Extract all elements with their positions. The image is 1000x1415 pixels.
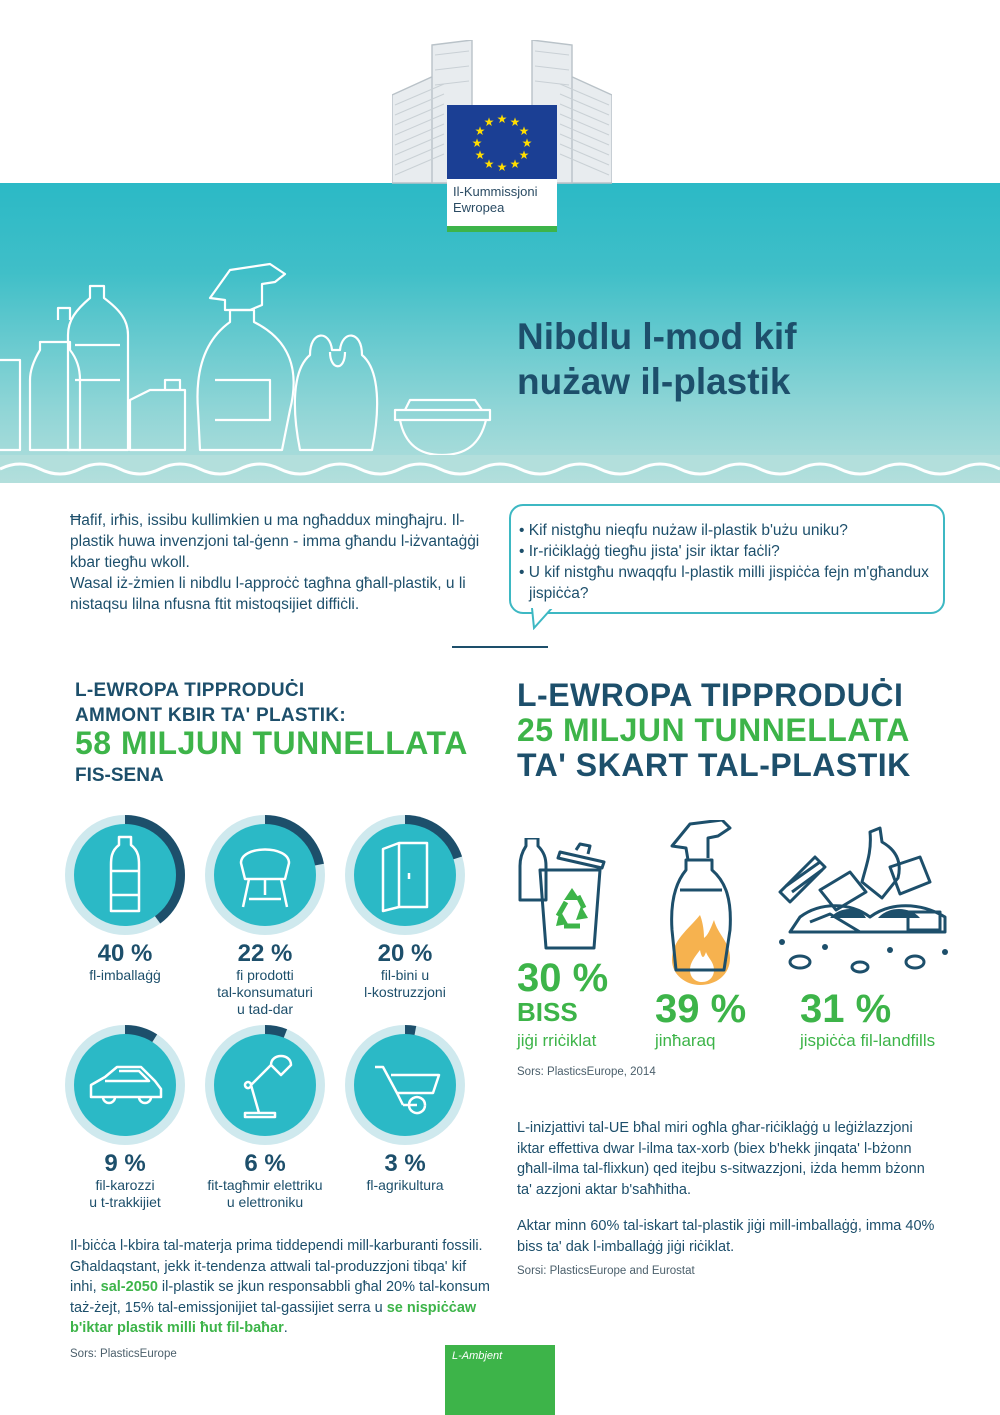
wave-divider	[0, 455, 1000, 485]
waste-burned-pct: 39 %	[655, 987, 747, 1031]
waste-landfill-pct: 31 %	[800, 987, 892, 1031]
svg-text:★: ★	[496, 112, 508, 126]
usage-percent: 6 %	[244, 1150, 286, 1177]
waste-source: Sors: PlasticsEurope, 2014	[517, 1066, 656, 1078]
svg-text:★: ★	[474, 148, 486, 162]
section-divider	[452, 646, 548, 648]
svg-text:★: ★	[471, 136, 483, 150]
logo-line2: Ewropea	[453, 200, 505, 215]
intro-paragraph-1: Ħafif, irħis, issibu kullimkien u ma ngħaddux mingħajru. Il-plastik huwa invenzjoni tal-ġenn - imma għandu l-iżvantaġġi kbar tiegħu wkoll.	[70, 512, 480, 571]
title-line2: nużaw il-plastik	[517, 361, 791, 402]
svg-text:★: ★	[518, 124, 530, 138]
note-highlight-fish: se nispiċċaw b'iktar plastik milli ħut fil-baħar	[70, 1299, 477, 1336]
usage-label-line: fit-tagħmir elettriku	[207, 1177, 323, 1193]
intro-paragraph-2: Wasal iż-żmien li nibdlu l-approċċ tagħna għall-plastik, u li nistaqsu lilna nfusna ftit mistoqsijiet diffiċli.	[70, 575, 466, 613]
usage-circle	[60, 1020, 190, 1150]
usage-label	[185, 1177, 345, 1211]
svg-text:★: ★	[474, 124, 486, 138]
svg-text:★: ★	[483, 115, 495, 129]
waste-burned-label: jinħaraq	[655, 1031, 716, 1050]
recycling-bin-icon	[518, 838, 608, 950]
bubble-tail	[530, 608, 560, 630]
usage-percent: 40 %	[97, 940, 153, 967]
usage-label-line: fi prodotti	[236, 967, 294, 983]
usage-label-line: l-kostruzzjoni	[364, 984, 446, 1000]
usage-label-line: u t-trakkijiet	[89, 1194, 161, 1210]
ec-logo-text	[453, 184, 538, 216]
right-paragraph-1: L-inizjattivi tal-UE bħal miri ogħla għar-riċiklaġġ u leġiżlazzjoni iktar effettiva dwar l-ilma tax-xorb (biex b'hekk jinqata' l-bżonn għall-ilma tal-flixkun) qed itejbu s-sitwazzjoni, iżda hemm bżonn ta' azzjoni aktar b'saħħitha.	[517, 1120, 925, 1198]
right-source: Sorsi: PlasticsEurope and Eurostat	[517, 1265, 695, 1277]
left-heading-line1: L-EWROPA TIPPRODUĊI	[75, 680, 305, 701]
title-line1: Nibdlu l-mod kif	[517, 316, 797, 357]
usage-label-line: fil-bini u	[380, 967, 430, 983]
usage-label	[325, 1177, 485, 1194]
left-heading-big: 58 MILJUN TUNNELLATA	[75, 725, 468, 761]
eu-flag-icon	[447, 105, 557, 179]
note-text: il-plastik se jkun responsabbli għal 20% tal-konsum taż-żejt, 15% tal-emissjonijiet tal-gassijiet serra u	[70, 1279, 490, 1316]
usage-label-line: fil-karozzi	[95, 1177, 155, 1193]
usage-circle	[200, 810, 330, 940]
usage-percent: 3 %	[384, 1150, 426, 1177]
usage-core	[214, 824, 316, 926]
usage-label	[325, 967, 485, 1001]
landfill-icon	[770, 822, 960, 992]
svg-text:★: ★	[483, 157, 495, 171]
usage-core	[354, 1034, 456, 1136]
left-note	[70, 1236, 490, 1364]
usage-circle	[200, 1020, 330, 1150]
usage-core	[214, 1034, 316, 1136]
usage-label	[45, 1177, 205, 1211]
usage-circle	[340, 1020, 470, 1150]
svg-text:★: ★	[509, 115, 521, 129]
plastic-items-illustration	[0, 260, 520, 470]
usage-percent: 22 %	[237, 940, 293, 967]
left-heading	[75, 678, 346, 728]
left-source: Sors: PlasticsEurope	[70, 1347, 177, 1360]
waste-recycled-pct: 30 %	[517, 956, 609, 1000]
usage-core	[354, 824, 456, 926]
svg-text:★: ★	[518, 148, 530, 162]
usage-label-line: fl-agrikultura	[366, 1177, 444, 1193]
usage-label-line: u tad-dar	[236, 1001, 294, 1017]
question-item: • Ir-riċiklaġġ tiegħu jista' jsir iktar faċli?	[519, 543, 780, 560]
right-paragraph-2	[517, 1216, 937, 1282]
svg-text:★: ★	[496, 160, 508, 174]
waste-recycled-only: BISS	[517, 997, 578, 1027]
left-heading-line2: AMMONT KBIR TA' PLASTIK:	[75, 705, 347, 726]
right-paragraph-2-text: Aktar minn 60% tal-iskart tal-plastik jiġi mill-imballaġġ, imma 40% biss ta' dak l-imballaġġ jiġi riċiklat.	[517, 1218, 935, 1255]
burning-bottle-icon	[660, 820, 740, 985]
waste-landfill-label: jispiċċa fil-landfills	[800, 1031, 936, 1050]
intro-text	[70, 510, 488, 615]
right-heading-line1: L-EWROPA TIPPRODUĊI	[517, 677, 904, 713]
usage-circle	[340, 810, 470, 940]
usage-core	[74, 1034, 176, 1136]
note-text: .	[283, 1320, 288, 1336]
logo-line1: Il-Kummissjoni	[453, 184, 538, 199]
usage-circle	[60, 810, 190, 940]
question-item: • U kif nistgħu nwaqqfu l-plastik milli jispiċċa fejn m'għandux jispiċċa?	[519, 564, 929, 602]
right-heading-line3: TA' SKART TAL-PLASTIK	[517, 747, 911, 783]
logo-green-bar	[447, 226, 557, 232]
left-heading-line3: FIS-SENA	[75, 765, 164, 786]
usage-percent: 20 %	[377, 940, 433, 967]
svg-text:★: ★	[521, 136, 533, 150]
questions-list	[519, 520, 939, 604]
usage-label	[45, 967, 205, 984]
usage-label-line: tal-konsumaturi	[217, 984, 313, 1000]
usage-label	[185, 967, 345, 1018]
usage-percent: 9 %	[104, 1150, 146, 1177]
note-highlight-2050: sal-2050	[100, 1279, 158, 1295]
usage-label-line: u elettroniku	[226, 1194, 304, 1210]
right-heading-line2: 25 MILJUN TUNNELLATA	[517, 712, 910, 748]
footer-label: L-Ambjent	[452, 1350, 503, 1362]
question-item: • Kif nistgħu nieqfu nużaw il-plastik b'użu uniku?	[519, 522, 848, 539]
waste-recycled-label: jiġi rriċiklat	[517, 1031, 597, 1050]
svg-text:★: ★	[509, 157, 521, 171]
page-title	[517, 314, 797, 404]
usage-label-line: fl-imballaġġ	[89, 967, 161, 983]
note-text: Il-biċċa l-kbira tal-materja prima tiddependi mill-karburanti fossili. Għaldaqstant, jekk it-tendenza attwali tal-produzzjoni tibqa' kif inhi,	[70, 1238, 483, 1295]
